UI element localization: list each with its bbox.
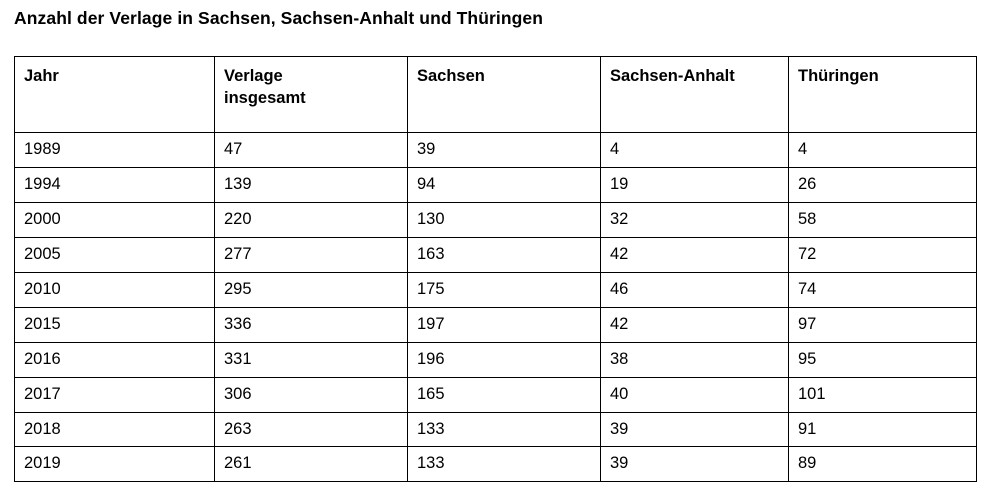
cell-insgesamt: 220: [215, 202, 408, 237]
cell-jahr: 2018: [15, 412, 215, 447]
cell-thueringen: 91: [789, 412, 977, 447]
cell-sachsen: 165: [408, 377, 601, 412]
cell-thueringen: 95: [789, 342, 977, 377]
cell-thueringen: 97: [789, 307, 977, 342]
cell-insgesamt: 277: [215, 237, 408, 272]
cell-jahr: 2019: [15, 447, 215, 482]
cell-jahr: 1989: [15, 133, 215, 168]
table-row: [15, 342, 977, 377]
cell-jahr: 2010: [15, 272, 215, 307]
column-header-verlage-line1: Verlage: [224, 67, 283, 85]
cell-insgesamt: 331: [215, 342, 408, 377]
cell-sachsen-anhalt: 42: [601, 307, 789, 342]
column-header-jahr: [15, 57, 215, 133]
table-row: [15, 237, 977, 272]
cell-sachsen: 94: [408, 167, 601, 202]
table-header: [15, 57, 977, 133]
cell-thueringen: 4: [789, 133, 977, 168]
table-header-row: [15, 57, 977, 133]
table-row: [15, 412, 977, 447]
column-header-thueringen-line1: Thüringen: [798, 67, 879, 85]
cell-sachsen-anhalt: 4: [601, 133, 789, 168]
cell-sachsen-anhalt: 40: [601, 377, 789, 412]
cell-jahr: 2015: [15, 307, 215, 342]
cell-thueringen: 72: [789, 237, 977, 272]
column-header-sachsen-anhalt-line1: Sachsen-Anhalt: [610, 67, 735, 85]
cell-sachsen: 39: [408, 133, 601, 168]
cell-sachsen-anhalt: 38: [601, 342, 789, 377]
cell-insgesamt: 261: [215, 447, 408, 482]
cell-insgesamt: 295: [215, 272, 408, 307]
cell-thueringen: 58: [789, 202, 977, 237]
cell-sachsen-anhalt: 39: [601, 447, 789, 482]
cell-insgesamt: 47: [215, 133, 408, 168]
column-header-sachsen-anhalt: [601, 57, 789, 133]
cell-jahr: 2016: [15, 342, 215, 377]
cell-insgesamt: 139: [215, 167, 408, 202]
cell-sachsen-anhalt: 32: [601, 202, 789, 237]
table-row: [15, 377, 977, 412]
cell-sachsen-anhalt: 19: [601, 167, 789, 202]
cell-sachsen: 196: [408, 342, 601, 377]
cell-sachsen-anhalt: 39: [601, 412, 789, 447]
cell-insgesamt: 336: [215, 307, 408, 342]
cell-sachsen: 197: [408, 307, 601, 342]
table-row: [15, 307, 977, 342]
cell-jahr: 1994: [15, 167, 215, 202]
column-header-thueringen: [789, 57, 977, 133]
table-row: [15, 202, 977, 237]
cell-sachsen: 163: [408, 237, 601, 272]
table-row: [15, 447, 977, 482]
cell-sachsen: 130: [408, 202, 601, 237]
table-row: [15, 167, 977, 202]
cell-sachsen: 175: [408, 272, 601, 307]
table-container: [14, 56, 976, 482]
cell-thueringen: 89: [789, 447, 977, 482]
column-header-sachsen-line1: Sachsen: [417, 67, 485, 85]
publishers-table: [14, 56, 977, 482]
column-header-verlage-line2: insgesamt: [224, 88, 306, 107]
cell-jahr: 2017: [15, 377, 215, 412]
cell-thueringen: 74: [789, 272, 977, 307]
table-body: [15, 133, 977, 482]
column-header-sachsen: [408, 57, 601, 133]
cell-sachsen: 133: [408, 447, 601, 482]
cell-sachsen: 133: [408, 412, 601, 447]
cell-jahr: 2000: [15, 202, 215, 237]
cell-thueringen: 101: [789, 377, 977, 412]
cell-sachsen-anhalt: 42: [601, 237, 789, 272]
cell-insgesamt: 263: [215, 412, 408, 447]
page-title: Anzahl der Verlage in Sachsen, Sachsen-Anhalt und Thüringen: [14, 8, 544, 28]
table-row: [15, 133, 977, 168]
column-header-jahr-line1: Jahr: [24, 67, 59, 85]
cell-sachsen-anhalt: 46: [601, 272, 789, 307]
cell-jahr: 2005: [15, 237, 215, 272]
column-header-verlage-insgesamt: [215, 57, 408, 133]
cell-insgesamt: 306: [215, 377, 408, 412]
cell-thueringen: 26: [789, 167, 977, 202]
table-row: [15, 272, 977, 307]
